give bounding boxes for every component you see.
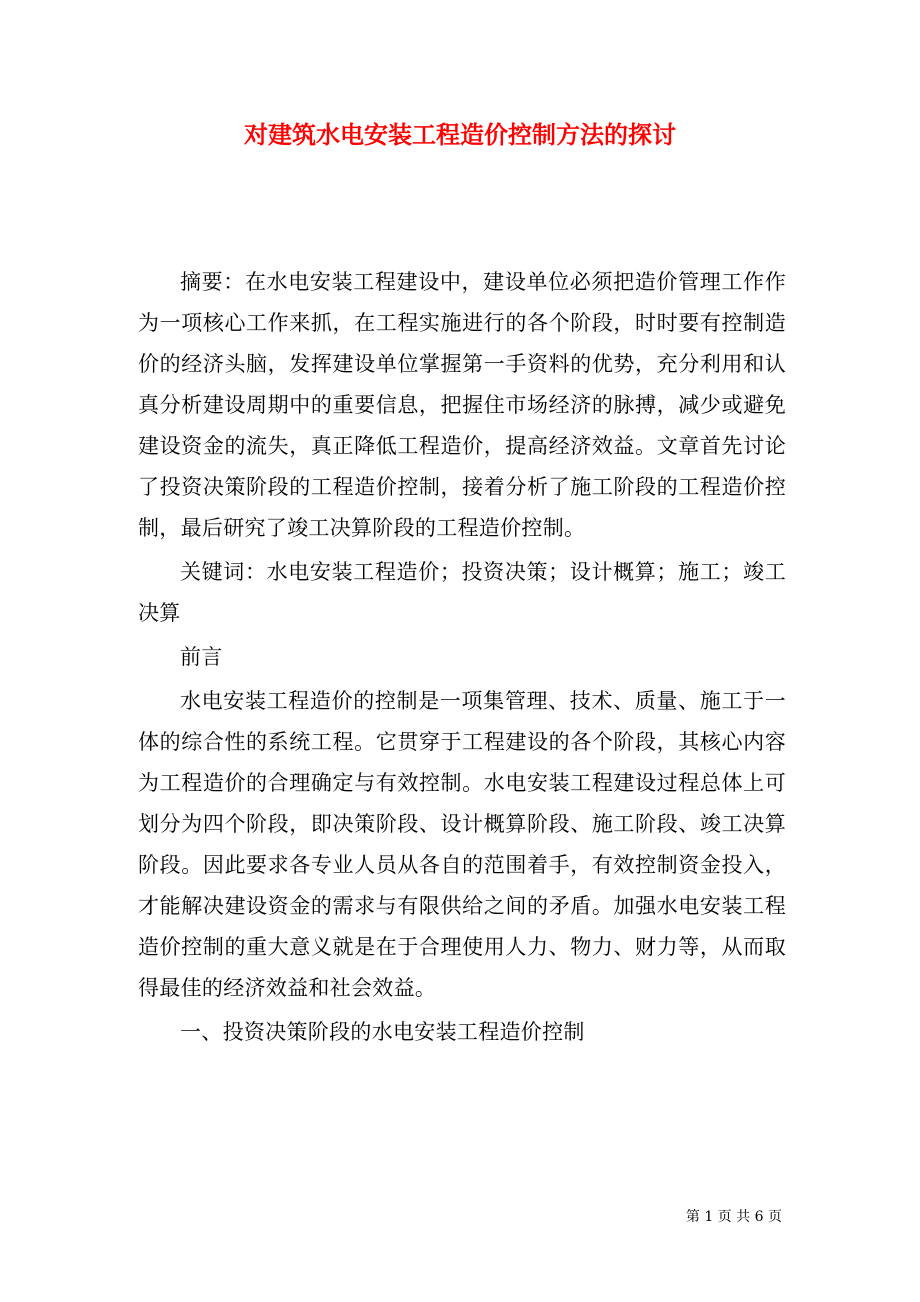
abstract-paragraph: 摘要：在水电安装工程建设中，建设单位必须把造价管理工作作为一项核心工作来抓，在工程实施进行的各个阶段，时时要有控制造价的经济头脑，发挥建设单位掌握第一手资料的优势，充分利用和认真分析建设周期中的重要信息，把握住市场经济的脉搏，减少或避免建设资金的流失，真正降低工程造价，提高经济效益。文章首先讨论了投资决策阶段的工程造价控制，接着分析了施工阶段的工程造价控制，最后研究了竣工决算阶段的工程造价控制。 [138, 270, 786, 540]
section-heading: 一、投资决策阶段的水电安装工程造价控制 [180, 1020, 585, 1044]
document-body [138, 262, 786, 1053]
preface-heading: 前言 [180, 645, 223, 669]
document-title: 对建筑水电安装工程造价控制方法的探讨 [244, 120, 676, 149]
page-number-footer: 第 1 页 共 6 页 [685, 1209, 782, 1225]
keywords-paragraph: 关键词：水电安装工程造价；投资决策；设计概算；施工；竣工决算 [138, 560, 786, 625]
preface-paragraph: 水电安装工程造价的控制是一项集管理、技术、质量、施工于一体的综合性的系统工程。它贯穿于工程建设的各个阶段，其核心内容为工程造价的合理确定与有效控制。水电安装工程建设过程总体上可划分为四个阶段，即决策阶段、设计概算阶段、施工阶段、竣工决算阶段。因此要求各专业人员从各自的范围着手，有效控制资金投入，才能解决建设资金的需求与有限供给之间的矛盾。加强水电安装工程造价控制的重大意义就是在于合理使用人力、物力、财力等，从而取得最佳的经济效益和社会效益。 [138, 689, 786, 1000]
